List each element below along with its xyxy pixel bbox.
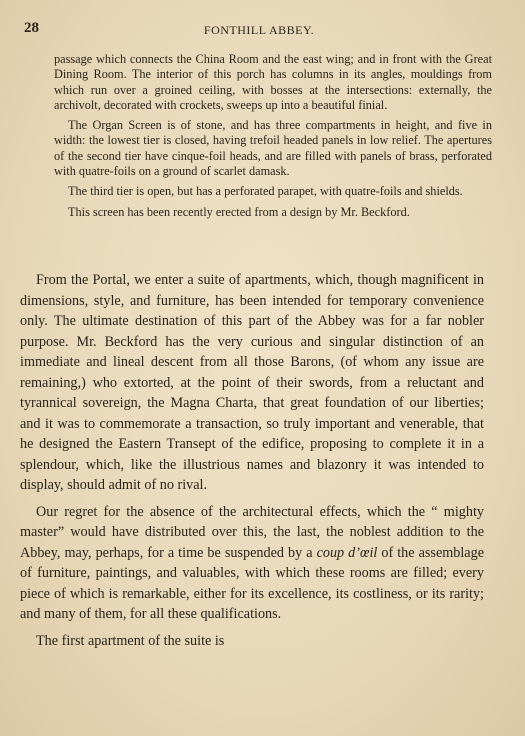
running-title: FONTHILL ABBEY. — [203, 23, 315, 37]
regret-paragraph — [20, 502, 484, 625]
regret-italic-phrase: coup d’œil — [316, 544, 378, 561]
portal-paragraph: From the Portal, we enter a suite of apartments, which, though magnificent in dimensions, style, and furniture, has been intended for temporary convenience only. The ultimate destination of this part of the Abbey was for a far nobler purpose. Mr. Beckford has the very curious and singular distinction of an immediate and lineal descent from all those Barons, (of whom any issue are remaining,) who extorted, at the point of their swords, from a reluctant and tyrannical sovereign, the Magna Charta, that great foundation of our liberties; and it was to commemorate a transaction, so truly important and venerable, that he designed the Eastern Transept of the edifice, proposing to complete it in a splendour, which, like the illustrious names and blazonry it was intended to display, should admit of no rival. — [20, 272, 484, 493]
screen-design-paragraph: This screen has been recently erected from a design by Mr. Beckford. — [68, 204, 410, 219]
porch-paragraph: passage which connects the China Room and the east wing; and in front with the Great Dining Room. The interior of this porch has columns in its angles, mouldings from which run over a groined ceiling, with bosses at the intersections: externally, the archivolt, decorated with crockets, sweeps up into a beautiful finial. — [54, 52, 492, 112]
page-number: 28 — [24, 20, 39, 36]
organ-screen-paragraph: The Organ Screen is of stone, and has three compartments in height, and five in width: the lowest tier is closed, having trefoil headed panels in low relief. The apertures of the second tier have cinque-foil heads, and are filled with panels of brass, perforated with quatre-foils on a ground of scarlet damask. — [54, 118, 492, 179]
regret-text-end: of the assemblage of furniture, paintings, and valuables, with which these rooms are filled; every piece of which is remarkable, either for its excellence, its costliness, or its rarity; and many of them, for all these qualifications. — [20, 544, 484, 622]
small-print-section — [54, 52, 492, 225]
regret-text-start: Our regret for the absence of the architectural effects, which the “ mighty master” would have distributed over this, the last, the noblest addition to the Abbey, may, perhaps, for a time be suspended by a — [20, 503, 484, 561]
first-apartment-paragraph: The first apartment of the suite is — [36, 632, 225, 649]
third-tier-paragraph: The third tier is open, but has a perforated parapet, with quatre-foils and shields. — [68, 184, 463, 199]
main-text-section — [20, 270, 484, 657]
page-header — [24, 20, 494, 40]
